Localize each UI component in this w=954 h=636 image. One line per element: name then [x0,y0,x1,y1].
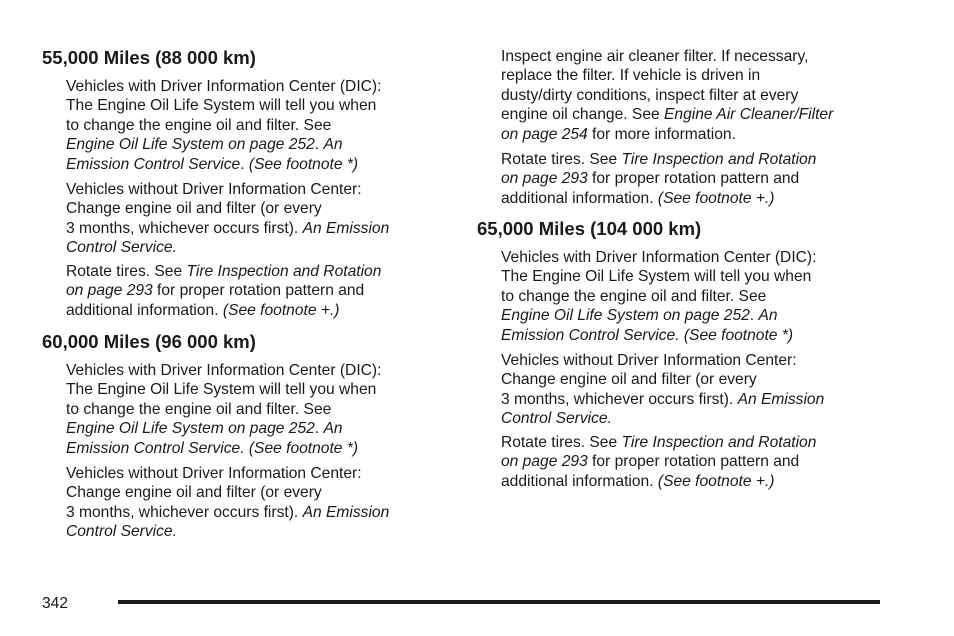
section-heading-65000: 65,000 Miles (104 000 km) [477,218,702,239]
paragraph-rotate-55000: Rotate tires. See Tire Inspection and Rotation on page 293 for proper rotation pattern and additional information. (See footnote +.) [66,263,382,319]
cross-reference-link: Engine Oil Life System on page 252 [66,136,315,154]
cross-reference-link: Control Service. [66,239,177,257]
paragraph-rotate-55000-cont: Rotate tires. See Tire Inspection and Rotation on page 293 for proper rotation pattern and additional information. (See footnote +.) [501,151,817,207]
cross-reference-link: Control Service. [66,523,177,541]
footnote-ref: (See footnote +.) [657,472,775,490]
cross-reference-link: Engine Air Cleaner/Filter [664,106,834,124]
cross-reference-link: Tire Inspection and Rotation [621,151,817,168]
paragraph-dic-60000: Vehicles with Driver Information Center (DIC): The Engine Oil Life System will tell you when to change the engine oil and filter. See Engine Oil Life System on page 252. An Emission Control Service. (See footnote *) [66,361,446,458]
section-heading-55000: 55,000 Miles (88 000 km) [42,47,256,68]
cross-reference-link: on page 293 [501,170,588,188]
cross-reference-link: Control Service. [501,410,612,428]
paragraph-no-dic-60000: Vehicles without Driver Information Center: Change engine oil and filter (or every 3 months, whichever occurs first). An Emission Control Service. [66,464,446,542]
paragraph-dic-65000: Vehicles with Driver Information Center (DIC): The Engine Oil Life System will tell you when to change the engine oil and filter. See Engine Oil Life System on page 252. An Emission Control Service. (See footnote *) [501,248,881,345]
cross-reference-link: Tire Inspection and Rotation [186,263,382,280]
cross-reference-link: on page 293 [501,453,588,471]
footnote-ref: (See footnote +.) [222,301,340,319]
paragraph-rotate-65000: Rotate tires. See Tire Inspection and Rotation on page 293 for proper rotation pattern and additional information. (See footnote +.) [501,434,817,490]
section-heading-60000: 60,000 Miles (96 000 km) [42,331,256,352]
cross-reference-link: on page 293 [66,282,153,300]
cross-reference-link: Emission Control Service. (See footnote *) [501,326,794,344]
paragraph-no-dic-55000: Vehicles without Driver Information Center: Change engine oil and filter (or every 3 months, whichever occurs first). An Emission Control Service. [66,180,446,258]
cross-reference-link: Engine Oil Life System on page 252 [501,307,750,325]
cross-reference-link: Engine Oil Life System on page 252 [66,420,315,438]
cross-reference-link: An Emission [737,390,825,408]
cross-reference-link: An Emission [302,503,390,521]
cross-reference-link: Tire Inspection and Rotation [621,434,817,451]
paragraph-no-dic-65000: Vehicles without Driver Information Center: Change engine oil and filter (or every 3 months, whichever occurs first). An Emission Control Service. [501,351,881,429]
cross-reference-link: on page 254 [501,125,588,143]
cross-reference-link: Emission Control Service [66,155,241,173]
paragraph-air-filter: Inspect engine air cleaner filter. If necessary, replace the filter. If vehicle is driven in dusty/dirty conditions, inspect filter at every engine oil change. See Engine Air Cleaner/Filter on page 254 for more information. [501,48,834,143]
footnote-ref: (See footnote +.) [657,189,775,207]
footer-rule [118,600,880,604]
footnote-ref: (See footnote *) [248,155,359,173]
cross-reference-link: An Emission [302,219,390,237]
cross-reference-link: Emission Control Service. (See footnote *) [66,439,359,457]
page-number: 342 [42,595,69,612]
paragraph-dic-55000: Vehicles with Driver Information Center (DIC): The Engine Oil Life System will tell you when to change the engine oil and filter. See Engine Oil Life System on page 252. An Emission Control Service. (See footnote *) [66,78,382,173]
